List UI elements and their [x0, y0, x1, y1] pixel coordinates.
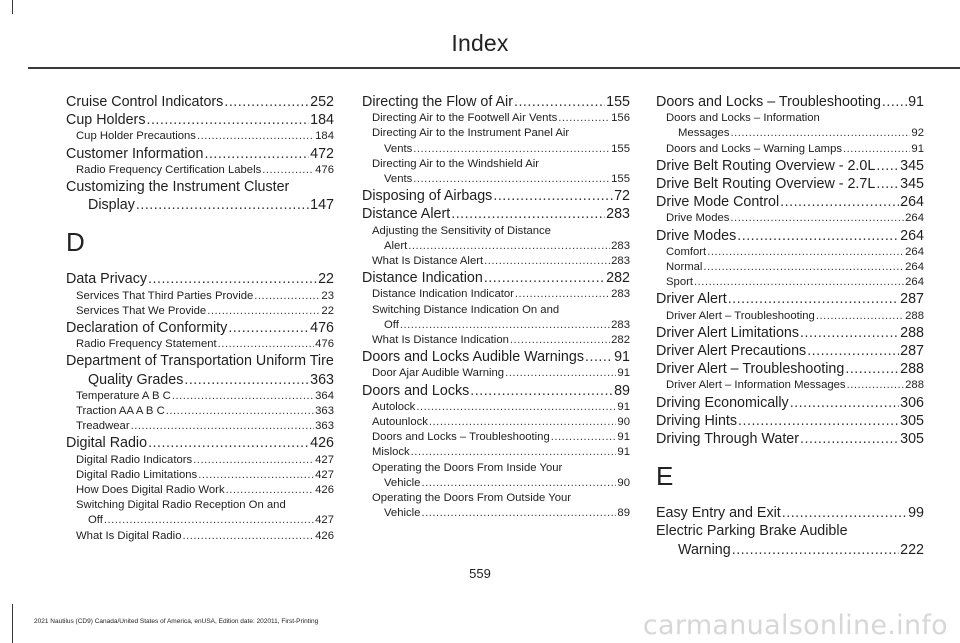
- entry-label: Driving Hints: [656, 412, 738, 429]
- dot-leader: [262, 163, 314, 178]
- index-subentry-heading: Operating the Doors From Outside Your: [372, 492, 572, 505]
- entry-label: Vents: [384, 173, 413, 186]
- index-entry[interactable]: [66, 319, 334, 337]
- entry-label: Door Ajar Audible Warning: [372, 367, 505, 380]
- dot-leader: [558, 111, 610, 126]
- dot-leader: [146, 111, 309, 129]
- entry-page-number: 22: [321, 304, 334, 317]
- index-column-1: [66, 93, 334, 544]
- entry-page-number: 288: [900, 361, 924, 378]
- entry-page-number: 264: [905, 261, 924, 274]
- index-subentry[interactable]: [656, 142, 924, 157]
- entry-label: Treadwear: [76, 420, 130, 433]
- dot-leader: [136, 196, 309, 214]
- dot-leader: [800, 430, 899, 448]
- entry-page-number: 264: [905, 212, 924, 225]
- index-entry[interactable]: [66, 93, 334, 111]
- entry-label: Radio Frequency Statement: [76, 338, 217, 351]
- entry-label: Directing Air to the Footwell Air Vents: [372, 112, 558, 125]
- dot-leader: [400, 318, 610, 333]
- index-entry[interactable]: [656, 430, 924, 448]
- dot-leader: [782, 504, 907, 522]
- index-subentry[interactable]: [66, 337, 334, 352]
- entry-page-number: 426: [310, 435, 334, 452]
- entry-label: Vehicle: [384, 476, 421, 489]
- index-subentry[interactable]: [66, 483, 334, 498]
- index-entry[interactable]: [66, 270, 334, 288]
- entry-page-number: 363: [315, 420, 334, 433]
- index-subentry[interactable]: [362, 430, 630, 445]
- index-entry[interactable]: [656, 193, 924, 211]
- entry-label: Sport: [666, 276, 694, 289]
- entry-page-number: 306: [900, 394, 924, 411]
- dot-leader: [694, 275, 904, 290]
- dot-leader: [226, 483, 315, 498]
- entry-label: Quality Grades: [88, 371, 184, 388]
- entry-label: Customer Information: [66, 145, 204, 162]
- entry-page-number: 89: [614, 382, 630, 399]
- dot-leader: [732, 541, 899, 559]
- entry-label: Cup Holder Precautions: [76, 130, 196, 143]
- entry-page-number: 22: [318, 271, 334, 288]
- index-subentry-heading: Switching Distance Indication On and: [372, 303, 560, 316]
- entry-page-number: 283: [606, 206, 630, 223]
- dot-leader: [413, 172, 610, 187]
- entry-page-number: 476: [315, 338, 334, 351]
- entry-label: Autounlock: [372, 416, 428, 429]
- index-subentry[interactable]: [66, 304, 334, 319]
- section-letter: E: [656, 461, 674, 492]
- index-subentry[interactable]: [66, 404, 334, 419]
- entry-page-number: 91: [617, 367, 630, 380]
- index-subentry[interactable]: [362, 476, 630, 491]
- dot-leader: [131, 419, 315, 434]
- entry-label: Traction AA A B C: [76, 405, 165, 418]
- dot-leader: [790, 394, 899, 412]
- edition-footer: 2021 Nautilus (CD9) Canada/United States of America, enUSA, Edition date: 202011, First-Printing: [34, 618, 319, 625]
- dot-leader: [148, 434, 309, 452]
- entry-label: Drive Modes: [666, 212, 730, 225]
- entry-label: Drive Belt Routing Overview - 2.0L: [656, 157, 876, 174]
- entry-page-number: 363: [310, 371, 334, 388]
- dot-leader: [411, 445, 617, 460]
- index-entry[interactable]: [362, 382, 630, 400]
- entry-page-number: 426: [315, 484, 334, 497]
- index-entry[interactable]: [656, 504, 924, 522]
- index-subentry[interactable]: [362, 506, 630, 521]
- entry-label: Distance Indication: [362, 270, 483, 287]
- page-number: 559: [469, 566, 491, 581]
- index-entry[interactable]: [656, 157, 924, 175]
- index-subentry-heading: Adjusting the Sensitivity of Distance: [372, 224, 551, 237]
- index-entry[interactable]: [656, 324, 924, 342]
- dot-leader: [451, 205, 605, 223]
- crop-mark-bottom-left: [12, 604, 13, 643]
- entry-label: Cruise Control Indicators: [66, 94, 224, 110]
- entry-label: Disposing of Airbags: [362, 188, 493, 205]
- entry-label: Drive Belt Routing Overview - 2.7L: [656, 176, 876, 193]
- entry-page-number: 264: [900, 227, 924, 244]
- entry-label: Driving Through Water: [656, 431, 800, 448]
- entry-page-number: 91: [911, 142, 924, 155]
- index-subentry[interactable]: [656, 309, 924, 324]
- index-entry[interactable]: [66, 434, 334, 452]
- entry-page-number: 426: [315, 529, 334, 542]
- entry-page-number: 283: [611, 239, 630, 252]
- dot-leader: [514, 93, 605, 111]
- dot-leader: [166, 404, 314, 419]
- entry-page-number: 427: [315, 514, 334, 527]
- entry-label: How Does Digital Radio Work: [76, 484, 225, 497]
- index-subentry-heading: Directing Air to the Instrument Panel Air: [372, 127, 570, 140]
- entry-page-number: 184: [315, 130, 334, 143]
- dot-leader: [737, 227, 899, 245]
- dot-leader: [421, 476, 616, 491]
- entry-label: Easy Entry and Exit: [656, 505, 781, 522]
- index-subentry[interactable]: [656, 260, 924, 275]
- entry-label: Doors and Locks – Troubleshooting: [656, 94, 881, 110]
- index-entry[interactable]: [362, 348, 630, 366]
- entry-label: Doors and Locks: [362, 382, 470, 399]
- dot-leader: [224, 93, 309, 111]
- entry-page-number: 283: [611, 318, 630, 331]
- dot-leader: [551, 430, 617, 445]
- entry-page-number: 91: [617, 400, 630, 413]
- index-subentry[interactable]: [66, 129, 334, 144]
- entry-label: Services That We Provide: [76, 304, 207, 317]
- entry-label: Messages: [678, 127, 730, 140]
- entry-label: Normal: [666, 261, 703, 274]
- index-entry[interactable]: [66, 145, 334, 163]
- dot-leader: [731, 126, 911, 141]
- entry-label: Off: [88, 514, 103, 527]
- dot-leader: [204, 145, 309, 163]
- entry-label: Distance Indication Indicator: [372, 288, 514, 301]
- entry-label: Drive Mode Control: [656, 194, 780, 211]
- entry-page-number: 305: [900, 412, 924, 429]
- dot-leader: [703, 260, 904, 275]
- entry-label: Digital Radio Limitations: [76, 468, 198, 481]
- entry-page-number: 90: [617, 476, 630, 489]
- entry-label: Vehicle: [384, 507, 421, 520]
- entry-page-number: 264: [900, 194, 924, 211]
- entry-label: Driver Alert Limitations: [656, 324, 800, 341]
- entry-page-number: 282: [606, 270, 630, 287]
- index-subentry[interactable]: [362, 400, 630, 415]
- entry-page-number: 283: [611, 255, 630, 268]
- dot-leader: [416, 400, 616, 415]
- entry-page-number: 147: [310, 197, 334, 214]
- index-entry[interactable]: [362, 205, 630, 223]
- entry-label: Temperature A B C: [76, 389, 171, 402]
- dot-leader: [816, 309, 904, 324]
- page-title: Index: [451, 30, 509, 56]
- entry-page-number: 288: [905, 379, 924, 392]
- entry-label: Mislock: [372, 446, 410, 459]
- dot-leader: [218, 337, 314, 352]
- entry-label: Digital Radio Indicators: [76, 453, 193, 466]
- dot-leader: [197, 129, 314, 144]
- entry-label: Driver Alert – Troubleshooting: [656, 361, 845, 378]
- entry-label: What Is Distance Alert: [372, 255, 484, 268]
- index-subentry[interactable]: [66, 513, 334, 528]
- entry-page-number: 91: [908, 94, 924, 110]
- index-entry[interactable]: [656, 227, 924, 245]
- dot-leader: [484, 254, 610, 269]
- entry-page-number: 282: [611, 334, 630, 347]
- index-entry[interactable]: [656, 290, 924, 308]
- entry-page-number: 287: [900, 291, 924, 308]
- dot-leader: [470, 382, 613, 400]
- entry-label: Services That Third Parties Provide: [76, 289, 254, 302]
- entry-label: Driver Alert – Troubleshooting: [666, 309, 815, 322]
- dot-leader: [493, 187, 613, 205]
- entry-label: Doors and Locks – Warning Lamps: [666, 142, 843, 155]
- entry-label: Display: [88, 197, 135, 214]
- entry-label: Driver Alert – Information Messages: [666, 379, 846, 392]
- index-entry[interactable]: [362, 187, 630, 205]
- entry-page-number: 264: [905, 276, 924, 289]
- entry-label: Directing the Flow of Air: [362, 94, 513, 110]
- index-subentry[interactable]: [66, 529, 334, 544]
- index-subentry-heading: Operating the Doors From Inside Your: [372, 461, 563, 474]
- index-entry[interactable]: [362, 93, 630, 111]
- index-entry[interactable]: [656, 394, 924, 412]
- entry-page-number: 252: [310, 94, 334, 110]
- dot-leader: [408, 239, 610, 254]
- entry-page-number: 283: [611, 288, 630, 301]
- entry-label: What Is Digital Radio: [76, 529, 182, 542]
- entry-label: Driver Alert Precautions: [656, 343, 807, 360]
- index-entry[interactable]: [66, 196, 334, 214]
- entry-page-number: 264: [905, 245, 924, 258]
- entry-label: Distance Alert: [362, 206, 451, 223]
- entry-page-number: 155: [606, 94, 630, 110]
- index-column-2: [362, 93, 630, 521]
- index-subentry[interactable]: [362, 445, 630, 460]
- entry-page-number: 99: [908, 505, 924, 522]
- entry-label: Drive Modes: [656, 227, 737, 244]
- entry-label: Declaration of Conformity: [66, 320, 228, 337]
- index-subentry[interactable]: [66, 453, 334, 468]
- entry-label: Comfort: [666, 245, 707, 258]
- entry-page-number: 364: [315, 389, 334, 402]
- dot-leader: [730, 211, 904, 226]
- index-subentry[interactable]: [362, 333, 630, 348]
- index-subentry[interactable]: [362, 318, 630, 333]
- entry-label: Autolock: [372, 400, 416, 413]
- index-entry[interactable]: [656, 175, 924, 193]
- entry-label: Digital Radio: [66, 435, 148, 452]
- entry-label: Driver Alert: [656, 291, 727, 308]
- dot-leader: [807, 342, 899, 360]
- entry-page-number: 222: [900, 541, 924, 558]
- index-subentry[interactable]: [66, 468, 334, 483]
- index-entry[interactable]: [66, 371, 334, 389]
- index-subentry[interactable]: [656, 211, 924, 226]
- entry-page-number: 288: [905, 309, 924, 322]
- entry-page-number: 91: [617, 431, 630, 444]
- dot-leader: [184, 371, 309, 389]
- entry-page-number: 305: [900, 431, 924, 448]
- index-entry[interactable]: [66, 111, 334, 129]
- entry-page-number: 427: [315, 468, 334, 481]
- entry-page-number: 155: [611, 173, 630, 186]
- dot-leader: [882, 93, 907, 111]
- index-subentry[interactable]: [656, 245, 924, 260]
- entry-label: What Is Distance Indication: [372, 334, 509, 347]
- index-entry[interactable]: [656, 360, 924, 378]
- dot-leader: [510, 333, 610, 348]
- index-subentry-heading: Switching Digital Radio Reception On and: [76, 499, 286, 512]
- entry-label: Driving Economically: [656, 394, 789, 411]
- dot-leader: [484, 269, 605, 287]
- dot-leader: [421, 506, 616, 521]
- index-entry-heading: Electric Parking Brake Audible: [656, 523, 848, 540]
- dot-leader: [780, 193, 899, 211]
- entry-page-number: 476: [310, 320, 334, 337]
- entry-label: Data Privacy: [66, 271, 148, 288]
- dot-leader: [429, 415, 617, 430]
- index-subentry[interactable]: [362, 142, 630, 157]
- entry-page-number: 476: [315, 163, 334, 176]
- index-entry[interactable]: [656, 541, 924, 559]
- dot-leader: [728, 290, 899, 308]
- index-entry[interactable]: [362, 269, 630, 287]
- index-subentry[interactable]: [656, 275, 924, 290]
- entry-label: Vents: [384, 142, 413, 155]
- entry-label: Doors and Locks – Troubleshooting: [372, 431, 550, 444]
- index-column-3: [656, 93, 924, 559]
- dot-leader: [182, 529, 314, 544]
- index-subentry[interactable]: [362, 415, 630, 430]
- index-subentry-heading: Directing Air to the Windshield Air: [372, 157, 540, 170]
- entry-label: Radio Frequency Certification Labels: [76, 163, 262, 176]
- entry-page-number: 363: [315, 405, 334, 418]
- index-subentry[interactable]: [66, 389, 334, 404]
- index-subentry[interactable]: [656, 126, 924, 141]
- index-subentry[interactable]: [362, 172, 630, 187]
- entry-page-number: 287: [900, 343, 924, 360]
- dot-leader: [198, 468, 314, 483]
- dot-leader: [505, 366, 616, 381]
- dot-leader: [193, 453, 314, 468]
- dot-leader: [845, 360, 899, 378]
- index-entry[interactable]: [656, 412, 924, 430]
- entry-label: Alert: [384, 239, 408, 252]
- entry-page-number: 184: [310, 112, 334, 129]
- index-subentry[interactable]: [66, 163, 334, 178]
- entry-page-number: 472: [310, 145, 334, 162]
- dot-leader: [847, 378, 905, 393]
- entry-page-number: 345: [900, 176, 924, 193]
- section-letter: D: [66, 227, 85, 258]
- dot-leader: [800, 324, 899, 342]
- index-subentry[interactable]: [362, 366, 630, 381]
- entry-label: Off: [384, 318, 399, 331]
- dot-leader: [738, 412, 899, 430]
- entry-page-number: 23: [321, 289, 334, 302]
- dot-leader: [148, 270, 317, 288]
- dot-leader: [707, 245, 904, 260]
- index-subentry[interactable]: [656, 378, 924, 393]
- entry-page-number: 427: [315, 453, 334, 466]
- crop-mark-top-left: [12, 0, 13, 14]
- index-subentry[interactable]: [362, 254, 630, 269]
- index-subentry[interactable]: [66, 289, 334, 304]
- entry-page-number: 156: [611, 112, 630, 125]
- index-entry-heading: Customizing the Instrument Cluster: [66, 179, 290, 196]
- dot-leader: [254, 289, 320, 304]
- index-entry[interactable]: [656, 342, 924, 360]
- dot-leader: [876, 175, 899, 193]
- index-subentry[interactable]: [362, 111, 630, 126]
- entry-page-number: 91: [617, 446, 630, 459]
- dot-leader: [413, 142, 610, 157]
- entry-page-number: 155: [611, 142, 630, 155]
- watermark-logo: carmanualsonline.info: [642, 610, 948, 641]
- entry-label: Warning: [678, 541, 731, 558]
- index-subentry[interactable]: [66, 419, 334, 434]
- entry-label: Cup Holders: [66, 112, 146, 129]
- dot-leader: [585, 348, 613, 366]
- index-entry[interactable]: [656, 93, 924, 111]
- entry-page-number: 345: [900, 157, 924, 174]
- dot-leader: [172, 389, 314, 404]
- entry-page-number: 288: [900, 324, 924, 341]
- dot-leader: [843, 142, 910, 157]
- entry-page-number: 91: [614, 349, 630, 366]
- entry-page-number: 90: [617, 416, 630, 429]
- entry-page-number: 92: [911, 127, 924, 140]
- entry-page-number: 72: [614, 188, 630, 205]
- index-subentry[interactable]: [362, 287, 630, 302]
- entry-page-number: 89: [617, 507, 630, 520]
- dot-leader: [515, 287, 610, 302]
- dot-leader: [104, 513, 314, 528]
- dot-leader: [876, 157, 899, 175]
- entry-label: Doors and Locks Audible Warnings: [362, 349, 584, 366]
- index-subentry-heading: Doors and Locks – Information: [666, 112, 820, 125]
- dot-leader: [207, 304, 320, 319]
- dot-leader: [228, 319, 309, 337]
- index-subentry[interactable]: [362, 239, 630, 254]
- header-divider: [28, 67, 960, 69]
- index-entry-heading: Department of Transportation Uniform Tire: [66, 353, 334, 370]
